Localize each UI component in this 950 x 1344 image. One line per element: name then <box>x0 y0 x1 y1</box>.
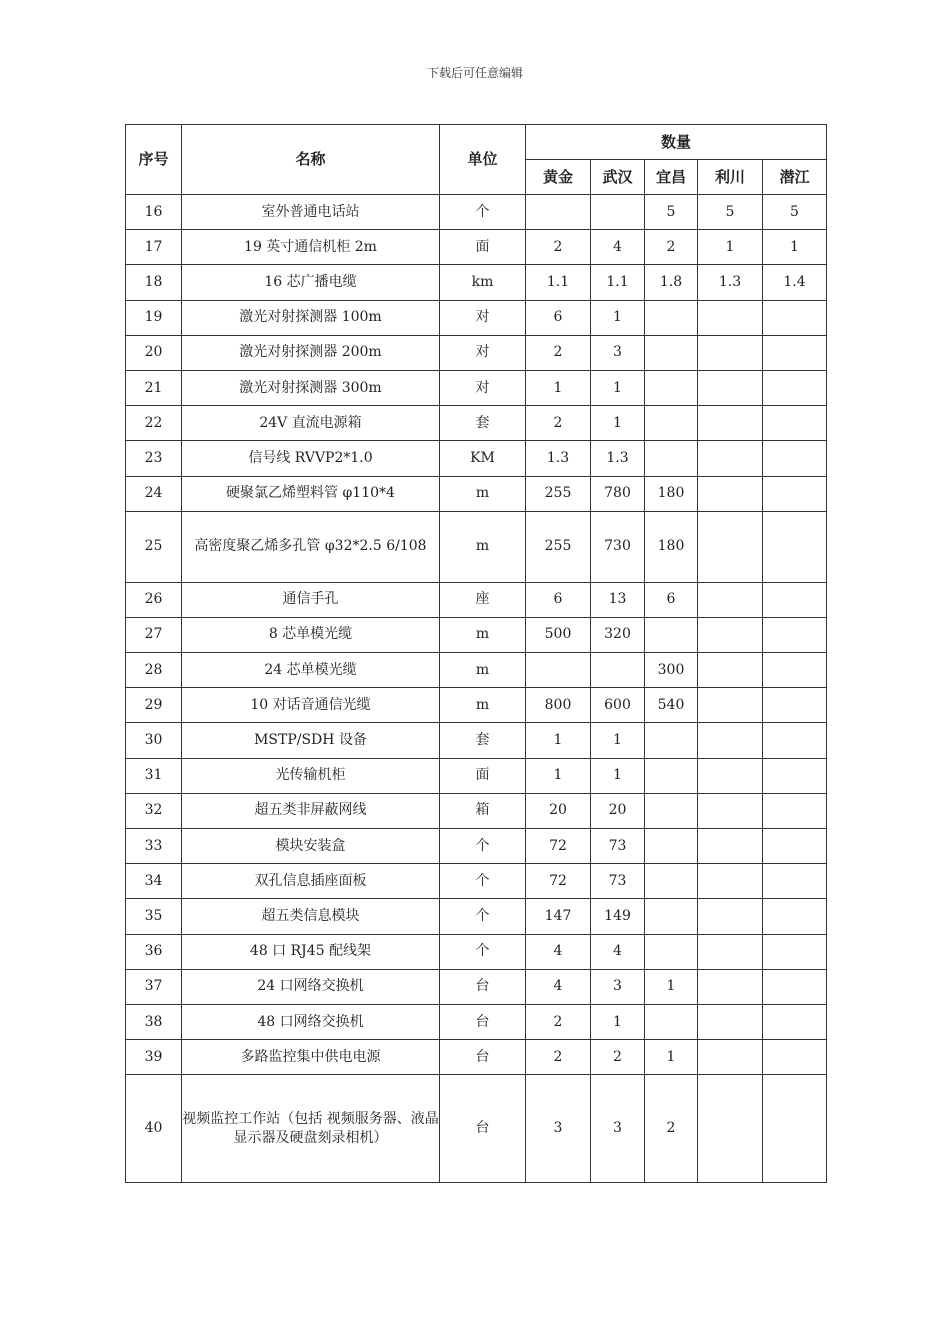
col-header-location: 利川 <box>698 160 763 195</box>
col-header-quantity: 数量 <box>526 125 827 160</box>
row-index-cell: 32 <box>126 793 182 828</box>
row-quantity-cell: 1 <box>698 230 763 265</box>
row-quantity-cell: 1.4 <box>763 265 827 300</box>
row-quantity-cell <box>698 864 763 899</box>
row-quantity-cell: 540 <box>645 688 698 723</box>
row-index-cell: 23 <box>126 441 182 476</box>
table-row <box>126 653 827 688</box>
row-quantity-cell <box>645 723 698 758</box>
row-quantity-cell <box>698 829 763 864</box>
row-quantity-cell: 3 <box>526 1075 591 1183</box>
row-unit-cell: 个 <box>440 829 526 864</box>
row-quantity-cell: 1 <box>526 723 591 758</box>
row-quantity-cell: 20 <box>591 793 645 828</box>
row-quantity-cell <box>763 723 827 758</box>
row-quantity-cell <box>763 1004 827 1039</box>
row-quantity-cell: 6 <box>526 300 591 335</box>
row-unit-cell: 箱 <box>440 793 526 828</box>
row-quantity-cell: 149 <box>591 899 645 934</box>
row-unit-cell: 座 <box>440 582 526 617</box>
row-quantity-cell <box>645 441 698 476</box>
row-quantity-cell: 1 <box>591 406 645 441</box>
row-index-cell: 38 <box>126 1004 182 1039</box>
table-row <box>126 829 827 864</box>
row-quantity-cell: 1 <box>645 1040 698 1075</box>
table-body <box>126 195 827 1183</box>
row-quantity-cell: 1 <box>591 300 645 335</box>
row-quantity-cell <box>698 688 763 723</box>
row-index-cell: 27 <box>126 617 182 652</box>
row-quantity-cell: 300 <box>645 653 698 688</box>
row-quantity-cell <box>526 195 591 230</box>
row-name-cell: 多路监控集中供电电源 <box>182 1040 440 1075</box>
row-quantity-cell: 2 <box>526 1040 591 1075</box>
row-quantity-cell <box>698 934 763 969</box>
row-quantity-cell: 2 <box>645 230 698 265</box>
row-quantity-cell <box>591 195 645 230</box>
row-index-cell: 35 <box>126 899 182 934</box>
row-quantity-cell <box>698 406 763 441</box>
row-quantity-cell: 1 <box>591 758 645 793</box>
row-quantity-cell <box>698 793 763 828</box>
col-header-index: 序号 <box>126 125 182 195</box>
row-quantity-cell: 180 <box>645 476 698 511</box>
row-index-cell: 16 <box>126 195 182 230</box>
row-quantity-cell <box>698 723 763 758</box>
row-quantity-cell: 2 <box>526 230 591 265</box>
row-name-cell: MSTP/SDH 设备 <box>182 723 440 758</box>
row-quantity-cell: 1 <box>526 370 591 405</box>
row-index-cell: 31 <box>126 758 182 793</box>
row-unit-cell: 台 <box>440 969 526 1004</box>
row-quantity-cell <box>698 370 763 405</box>
row-unit-cell: m <box>440 617 526 652</box>
row-quantity-cell: 2 <box>526 1004 591 1039</box>
page-header-note: 下载后可任意编辑 <box>426 66 523 80</box>
row-unit-cell: 个 <box>440 899 526 934</box>
table-row <box>126 793 827 828</box>
table-row <box>126 969 827 1004</box>
row-quantity-cell: 72 <box>526 864 591 899</box>
row-unit-cell: m <box>440 476 526 511</box>
row-name-cell: 硬聚氯乙烯塑料管 φ110*4 <box>182 476 440 511</box>
row-quantity-cell: 2 <box>526 335 591 370</box>
col-header-location: 武汉 <box>591 160 645 195</box>
row-name-cell: 10 对话音通信光缆 <box>182 688 440 723</box>
col-header-location: 潜江 <box>763 160 827 195</box>
row-quantity-cell <box>698 1075 763 1183</box>
row-quantity-cell: 1.3 <box>698 265 763 300</box>
row-index-cell: 29 <box>126 688 182 723</box>
row-quantity-cell: 1 <box>763 230 827 265</box>
row-index-cell: 19 <box>126 300 182 335</box>
row-quantity-cell <box>763 476 827 511</box>
row-name-cell: 48 口网络交换机 <box>182 1004 440 1039</box>
row-index-cell: 17 <box>126 230 182 265</box>
row-name-cell: 激光对射探测器 200m <box>182 335 440 370</box>
row-name-cell: 双孔信息插座面板 <box>182 864 440 899</box>
row-quantity-cell <box>698 653 763 688</box>
row-index-cell: 22 <box>126 406 182 441</box>
row-quantity-cell <box>698 758 763 793</box>
row-quantity-cell <box>763 582 827 617</box>
row-quantity-cell <box>645 793 698 828</box>
table-row <box>126 265 827 300</box>
row-unit-cell: KM <box>440 441 526 476</box>
table-row <box>126 758 827 793</box>
row-quantity-cell: 147 <box>526 899 591 934</box>
row-quantity-cell <box>763 688 827 723</box>
row-index-cell: 37 <box>126 969 182 1004</box>
row-quantity-cell: 6 <box>526 582 591 617</box>
row-quantity-cell: 4 <box>526 934 591 969</box>
table-row <box>126 934 827 969</box>
row-quantity-cell <box>645 617 698 652</box>
row-unit-cell: km <box>440 265 526 300</box>
row-quantity-cell <box>763 899 827 934</box>
row-index-cell: 36 <box>126 934 182 969</box>
row-quantity-cell <box>763 511 827 582</box>
row-quantity-cell: 3 <box>591 1075 645 1183</box>
table-row <box>126 1075 827 1183</box>
row-quantity-cell: 5 <box>763 195 827 230</box>
row-name-cell: 19 英寸通信机柜 2m <box>182 230 440 265</box>
row-quantity-cell: 255 <box>526 511 591 582</box>
row-name-cell: 光传输机柜 <box>182 758 440 793</box>
row-quantity-cell: 780 <box>591 476 645 511</box>
row-quantity-cell <box>645 335 698 370</box>
row-index-cell: 40 <box>126 1075 182 1183</box>
row-index-cell: 20 <box>126 335 182 370</box>
row-name-cell: 室外普通电话站 <box>182 195 440 230</box>
row-unit-cell: 对 <box>440 370 526 405</box>
row-unit-cell: 台 <box>440 1040 526 1075</box>
row-quantity-cell: 180 <box>645 511 698 582</box>
row-index-cell: 18 <box>126 265 182 300</box>
row-name-cell: 视频监控工作站（包括 视频服务器、液晶显示器及硬盘刻录相机） <box>182 1075 440 1183</box>
row-quantity-cell <box>763 300 827 335</box>
row-quantity-cell: 2 <box>645 1075 698 1183</box>
row-quantity-cell <box>698 1004 763 1039</box>
row-quantity-cell <box>698 476 763 511</box>
row-unit-cell: 个 <box>440 934 526 969</box>
row-unit-cell: 面 <box>440 230 526 265</box>
row-index-cell: 26 <box>126 582 182 617</box>
row-name-cell: 超五类信息模块 <box>182 899 440 934</box>
row-name-cell: 通信手孔 <box>182 582 440 617</box>
row-name-cell: 24 口网络交换机 <box>182 969 440 1004</box>
row-index-cell: 25 <box>126 511 182 582</box>
row-unit-cell: 台 <box>440 1004 526 1039</box>
row-index-cell: 21 <box>126 370 182 405</box>
row-quantity-cell <box>763 829 827 864</box>
row-quantity-cell <box>763 969 827 1004</box>
row-quantity-cell: 1.3 <box>526 441 591 476</box>
row-name-cell: 24V 直流电源箱 <box>182 406 440 441</box>
table-row <box>126 723 827 758</box>
equipment-quantity-table <box>125 124 827 1183</box>
row-quantity-cell <box>591 653 645 688</box>
row-index-cell: 39 <box>126 1040 182 1075</box>
row-quantity-cell: 73 <box>591 864 645 899</box>
table-row <box>126 899 827 934</box>
table-row <box>126 1040 827 1075</box>
row-quantity-cell: 730 <box>591 511 645 582</box>
col-header-unit: 单位 <box>440 125 526 195</box>
table-row <box>126 864 827 899</box>
row-quantity-cell <box>763 1040 827 1075</box>
row-quantity-cell <box>763 793 827 828</box>
table-row <box>126 476 827 511</box>
table-row <box>126 688 827 723</box>
row-name-cell: 信号线 RVVP2*1.0 <box>182 441 440 476</box>
row-index-cell: 30 <box>126 723 182 758</box>
row-quantity-cell <box>698 969 763 1004</box>
row-quantity-cell: 320 <box>591 617 645 652</box>
row-name-cell: 模块安装盒 <box>182 829 440 864</box>
row-quantity-cell: 500 <box>526 617 591 652</box>
row-quantity-cell <box>763 370 827 405</box>
row-quantity-cell <box>763 335 827 370</box>
row-quantity-cell <box>645 370 698 405</box>
row-unit-cell: m <box>440 688 526 723</box>
row-unit-cell: 个 <box>440 195 526 230</box>
row-quantity-cell <box>763 441 827 476</box>
row-unit-cell: m <box>440 511 526 582</box>
row-index-cell: 24 <box>126 476 182 511</box>
row-quantity-cell: 1.1 <box>591 265 645 300</box>
row-quantity-cell <box>698 1040 763 1075</box>
row-quantity-cell <box>526 653 591 688</box>
table-row <box>126 441 827 476</box>
row-quantity-cell <box>763 758 827 793</box>
table-row <box>126 1004 827 1039</box>
row-quantity-cell: 1 <box>591 1004 645 1039</box>
header-row-1 <box>126 125 827 160</box>
row-quantity-cell <box>698 899 763 934</box>
row-quantity-cell <box>698 300 763 335</box>
row-index-cell: 34 <box>126 864 182 899</box>
row-quantity-cell: 5 <box>645 195 698 230</box>
row-unit-cell: 面 <box>440 758 526 793</box>
table-row <box>126 511 827 582</box>
row-unit-cell: 对 <box>440 300 526 335</box>
row-quantity-cell: 1 <box>526 758 591 793</box>
table-row <box>126 300 827 335</box>
row-quantity-cell <box>698 511 763 582</box>
row-quantity-cell <box>763 864 827 899</box>
row-quantity-cell: 1 <box>591 370 645 405</box>
table-row <box>126 406 827 441</box>
row-quantity-cell: 3 <box>591 335 645 370</box>
row-name-cell: 8 芯单模光缆 <box>182 617 440 652</box>
row-quantity-cell <box>645 829 698 864</box>
col-header-location: 宜昌 <box>645 160 698 195</box>
row-name-cell: 激光对射探测器 100m <box>182 300 440 335</box>
col-header-name: 名称 <box>182 125 440 195</box>
row-quantity-cell: 2 <box>591 1040 645 1075</box>
row-quantity-cell: 2 <box>526 406 591 441</box>
row-quantity-cell <box>645 300 698 335</box>
table-row <box>126 617 827 652</box>
row-name-cell: 24 芯单模光缆 <box>182 653 440 688</box>
row-quantity-cell <box>645 934 698 969</box>
col-header-location: 黄金 <box>526 160 591 195</box>
row-index-cell: 33 <box>126 829 182 864</box>
row-unit-cell: 套 <box>440 406 526 441</box>
row-quantity-cell: 4 <box>591 230 645 265</box>
row-name-cell: 48 口 RJ45 配线架 <box>182 934 440 969</box>
row-quantity-cell <box>763 617 827 652</box>
row-quantity-cell <box>698 335 763 370</box>
row-quantity-cell: 1 <box>645 969 698 1004</box>
row-quantity-cell <box>763 1075 827 1183</box>
row-quantity-cell <box>763 653 827 688</box>
row-quantity-cell <box>763 934 827 969</box>
row-quantity-cell: 6 <box>645 582 698 617</box>
row-unit-cell: m <box>440 653 526 688</box>
row-name-cell: 高密度聚乙烯多孔管 φ32*2.5 6/108 <box>182 511 440 582</box>
row-quantity-cell: 4 <box>591 934 645 969</box>
row-quantity-cell <box>645 899 698 934</box>
row-quantity-cell: 1 <box>591 723 645 758</box>
table-row <box>126 195 827 230</box>
row-quantity-cell: 73 <box>591 829 645 864</box>
row-quantity-cell <box>698 582 763 617</box>
table-row <box>126 335 827 370</box>
row-name-cell: 激光对射探测器 300m <box>182 370 440 405</box>
row-unit-cell: 套 <box>440 723 526 758</box>
row-quantity-cell: 3 <box>591 969 645 1004</box>
row-quantity-cell: 13 <box>591 582 645 617</box>
row-quantity-cell <box>763 406 827 441</box>
table-row <box>126 370 827 405</box>
row-name-cell: 16 芯广播电缆 <box>182 265 440 300</box>
row-quantity-cell: 255 <box>526 476 591 511</box>
row-quantity-cell <box>645 758 698 793</box>
row-quantity-cell <box>645 1004 698 1039</box>
row-quantity-cell: 4 <box>526 969 591 1004</box>
table-row <box>126 582 827 617</box>
row-quantity-cell: 600 <box>591 688 645 723</box>
row-quantity-cell: 72 <box>526 829 591 864</box>
row-quantity-cell <box>698 441 763 476</box>
row-quantity-cell: 800 <box>526 688 591 723</box>
row-unit-cell: 对 <box>440 335 526 370</box>
row-quantity-cell: 1.3 <box>591 441 645 476</box>
row-name-cell: 超五类非屏蔽网线 <box>182 793 440 828</box>
row-unit-cell: 个 <box>440 864 526 899</box>
table-row <box>126 230 827 265</box>
row-quantity-cell: 5 <box>698 195 763 230</box>
row-index-cell: 28 <box>126 653 182 688</box>
row-quantity-cell: 1.1 <box>526 265 591 300</box>
row-quantity-cell: 20 <box>526 793 591 828</box>
row-quantity-cell <box>645 406 698 441</box>
row-quantity-cell <box>645 864 698 899</box>
row-unit-cell: 台 <box>440 1075 526 1183</box>
row-quantity-cell <box>698 617 763 652</box>
row-quantity-cell: 1.8 <box>645 265 698 300</box>
